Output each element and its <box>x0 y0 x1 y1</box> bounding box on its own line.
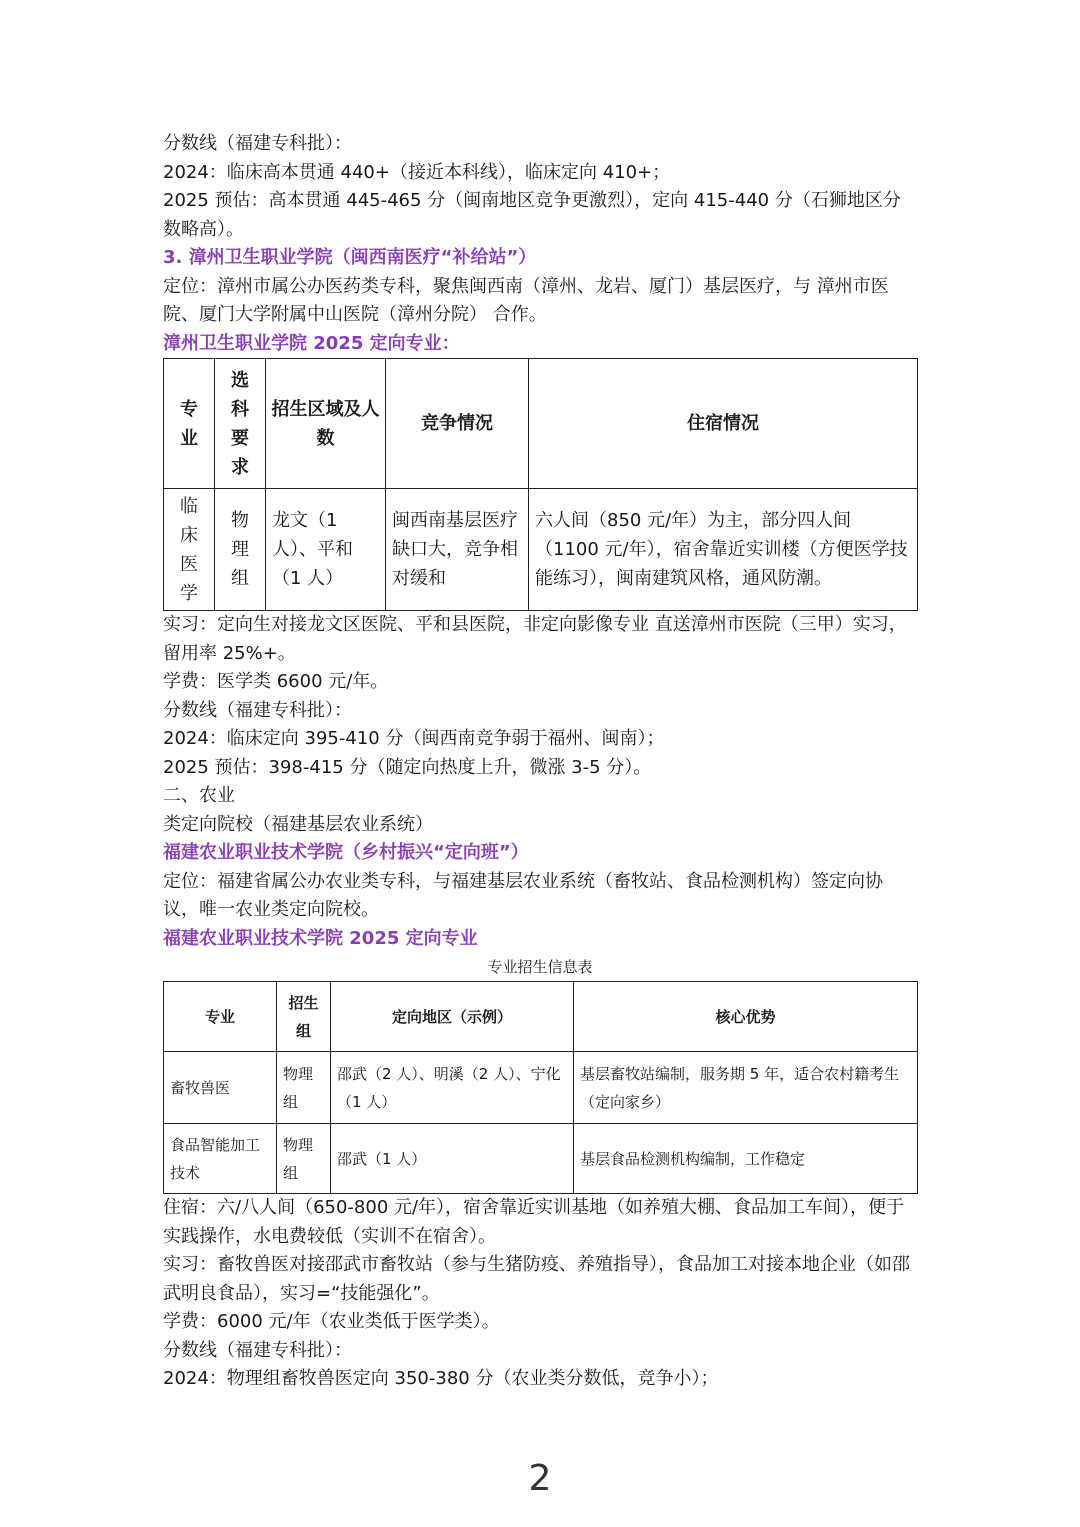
position-text: 定位：福建省属公办农业类专科，与福建基层农业系统（畜牧站、食品检测机构）签定向协议，唯一农业类定向院校。 <box>163 870 883 920</box>
table-row <box>164 1052 918 1124</box>
header-cell: 专业 <box>164 982 277 1052</box>
table-cell: 邵武（2 人）、明溪（2 人）、宁化（1 人） <box>331 1052 574 1124</box>
header-cell: 核心优势 <box>574 982 918 1052</box>
table-cell: 龙文（1 人）、平和（1 人） <box>266 489 386 611</box>
text-line: 2024：临床高本贯通 440+（接近本科线），临床定向 410+； <box>163 161 671 183</box>
document-body <box>163 130 917 1394</box>
page-number: 2 <box>528 1458 552 1499</box>
text-line: 分数线（福建专科批）： <box>163 699 352 721</box>
text-line: 学费：医学类 6600 元/年。 <box>163 671 389 692</box>
text-line: 类定向院校（福建基层农业系统） <box>163 813 433 835</box>
header-cell: 选科要求 <box>215 359 266 489</box>
text-line: 二、农业 <box>163 785 235 806</box>
section-heading-agri: 福建农业职业技术学院（乡村振兴“定向班”） <box>163 842 529 863</box>
table-caption: 专业招生信息表 <box>487 958 593 976</box>
agri-major-table <box>163 981 918 1194</box>
zhangzhou-major-table <box>163 358 918 611</box>
text-line: 分数线（福建专科批）： <box>163 133 352 154</box>
text-line: 实习：畜牧兽医对接邵武市畜牧站（参与生猪防疫、养殖指导），食品加工对接本地企业（如邵武明良食品），实习=“技能强化”。 <box>163 1254 910 1304</box>
table-cell: 物理组 <box>277 1052 331 1124</box>
table-row <box>164 1124 918 1194</box>
text-line: 2025 预估：398-415 分（随定向热度上升，微涨 3-5 分）。 <box>163 756 652 778</box>
section-heading-zhangzhou: 3. 漳州卫生职业学院（闽西南医疗“补给站”） <box>163 247 537 268</box>
position-text: 定位：漳州市属公办医药类专科，聚焦闽西南（漳州、龙岩、厦门）基层医疗，与 漳州市医院、厦门大学附属中山医院（漳州分院） 合作。 <box>163 275 889 325</box>
header-cell: 专业 <box>164 359 215 489</box>
text-line: 2024：临床定向 395-410 分（闽西南竞争弱于福州、闽南）； <box>163 728 665 749</box>
table-cell: 六人间（850 元/年）为主，部分四人间（1100 元/年），宿舍靠近实训楼（方便医学技能练习），闽南建筑风格，通风防潮。 <box>529 489 918 611</box>
table-header-row <box>164 359 918 489</box>
text-line: 分数线（福建专科批）： <box>163 1339 352 1361</box>
header-cell: 住宿情况 <box>529 359 918 489</box>
text-line: 学费：6000 元/年（农业类低于医学类）。 <box>163 1311 500 1332</box>
header-cell: 竞争情况 <box>386 359 529 489</box>
table-cell: 基层食品检测机构编制，工作稳定 <box>574 1124 918 1194</box>
table-row <box>164 489 918 611</box>
text-line: 2024：物理组畜牧兽医定向 350-380 分（农业类分数低，竞争小）； <box>163 1368 719 1389</box>
table-cell: 邵武（1 人） <box>331 1124 574 1194</box>
table-cell: 食品智能加工技术 <box>164 1124 277 1194</box>
text-line: 住宿：六/八人间（650-800 元/年），宿舍靠近实训基地（如养殖大棚、食品加工车间），便于实践操作，水电费较低（实训不在宿舍）。 <box>163 1197 905 1247</box>
header-cell: 招生区域及人数 <box>266 359 386 489</box>
table-title-agri: 福建农业职业技术学院 2025 定向专业 <box>163 927 478 949</box>
table-cell: 物理组 <box>277 1124 331 1194</box>
header-cell: 招生组 <box>277 982 331 1052</box>
table-cell: 畜牧兽医 <box>164 1052 277 1124</box>
table-cell: 基层畜牧站编制，服务期 5 年，适合农村籍考生（定向家乡） <box>574 1052 918 1124</box>
table-header-row <box>164 982 918 1052</box>
table-cell: 临床医学 <box>164 489 215 611</box>
table-cell: 物理组 <box>215 489 266 611</box>
header-cell: 定向地区（示例） <box>331 982 574 1052</box>
text-line: 实习：定向生对接龙文区医院、平和县医院，非定向影像专业 直送漳州市医院（三甲）实习，留用率 25%+。 <box>163 614 907 664</box>
table-title-zhangzhou: 漳州卫生职业学院 2025 定向专业： <box>163 332 460 354</box>
text-line: 2025 预估：高本贯通 445-465 分（闽南地区竞争更激烈），定向 415-440 分（石狮地区分数略高）。 <box>163 190 901 240</box>
table-cell: 闽西南基层医疗缺口大，竞争相对缓和 <box>386 489 529 611</box>
